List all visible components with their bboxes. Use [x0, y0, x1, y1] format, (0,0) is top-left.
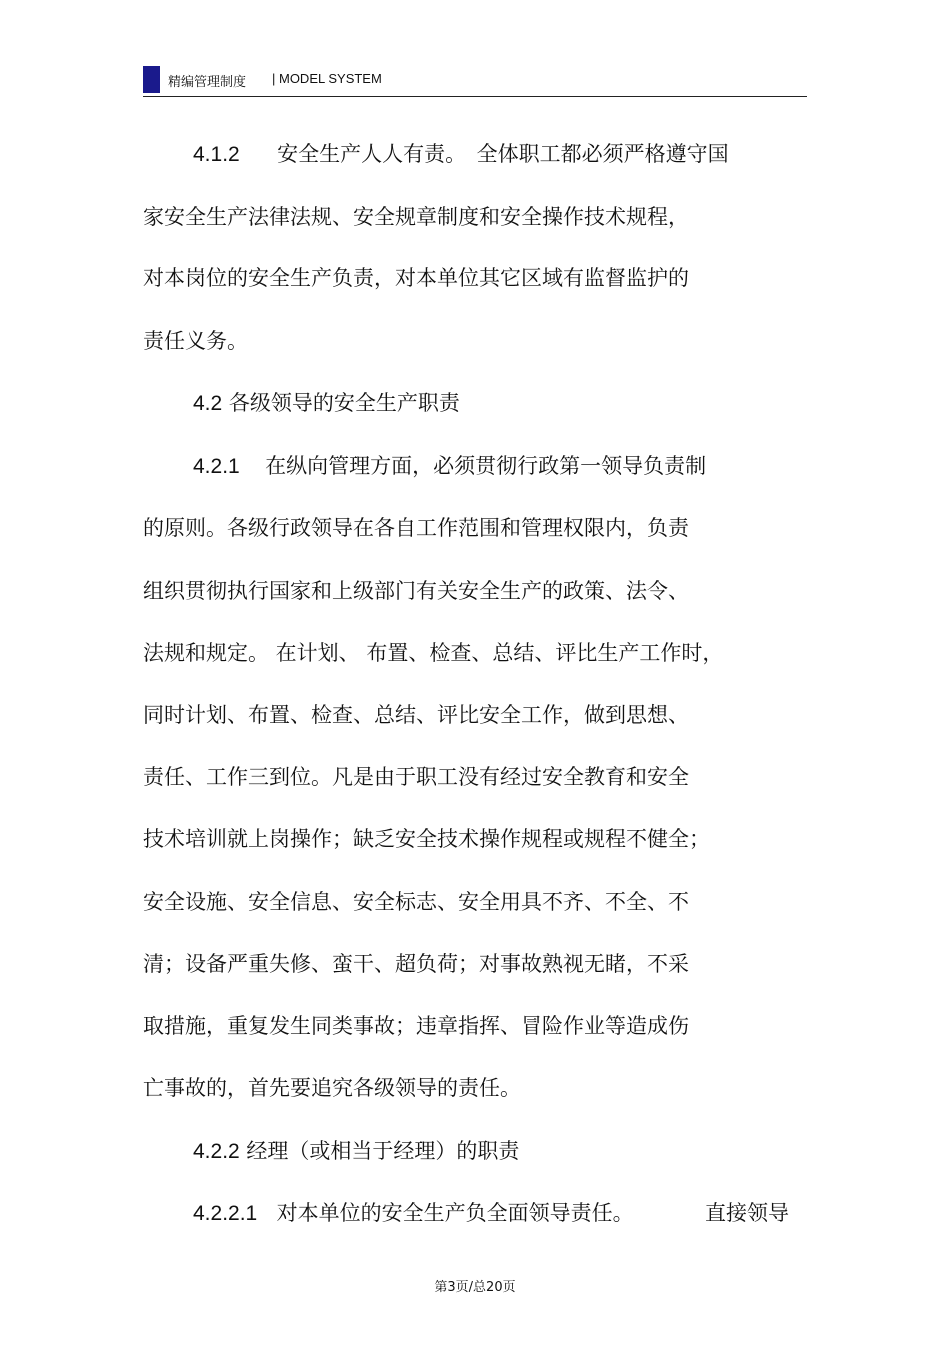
paragraph-text-tail: 直接领导	[705, 1201, 789, 1225]
header-title: 精编管理制度	[168, 75, 247, 90]
paragraph-line: 清；设备严重失修、蛮干、超负荷；对事故熟视无睹，不采	[143, 952, 689, 976]
paragraph-line: 组织贯彻执行国家和上级部门有关安全生产的政策、法令、	[143, 579, 689, 603]
paragraph-line	[193, 141, 729, 168]
paragraph-line	[193, 1200, 634, 1227]
paragraph-line: 责任义务。	[143, 329, 248, 353]
section-number: 4.1.2	[193, 143, 240, 166]
paragraph-line: 的原则。各级行政领导在各自工作范围和管理权限内，负责	[143, 516, 689, 540]
paragraph-text: 在纵向管理方面，必须贯彻行政第一领导负责制	[265, 454, 707, 478]
paragraph-text: 安全生产人人有责。 全体职工都必须严格遵守国	[277, 142, 729, 166]
section-heading-text: 各级领导的安全生产职责	[228, 391, 460, 415]
section-number: 4.2.2	[193, 1140, 240, 1163]
logo-icon	[143, 66, 160, 93]
paragraph-line: 家安全生产法律法规、安全规章制度和安全操作技术规程，	[143, 205, 689, 229]
paragraph-text: 对本单位的安全生产负全面领导责任。	[276, 1201, 634, 1225]
header-subtitle: | MODEL SYSTEM	[272, 71, 382, 86]
paragraph-line: 同时计划、布置、检查、总结、评比安全工作，做到思想、	[143, 703, 689, 727]
page-header	[143, 66, 807, 97]
paragraph-line: 责任、工作三到位。凡是由于职工没有经过安全教育和安全	[143, 765, 689, 789]
section-heading	[193, 1138, 519, 1165]
section-heading	[193, 390, 460, 417]
paragraph-line: 亡事故的，首先要追究各级领导的责任。	[143, 1076, 521, 1100]
section-heading-text: 经理（或相当于经理）的职责	[246, 1139, 520, 1163]
section-number: 4.2	[193, 392, 223, 415]
paragraph-line	[193, 453, 706, 480]
section-number: 4.2.1	[193, 455, 240, 478]
paragraph-line: 法规和规定。 在计划、 布置、检查、总结、评比生产工作时，	[143, 641, 724, 665]
paragraph-line: 对本岗位的安全生产负责，对本单位其它区域有监督监护的	[143, 266, 689, 290]
paragraph-line: 技术培训就上岗操作；缺乏安全技术操作规程或规程不健全；	[143, 827, 710, 851]
paragraph-line: 取措施，重复发生同类事故；违章指挥、冒险作业等造成伤	[143, 1014, 689, 1038]
paragraph-line: 安全设施、安全信息、安全标志、安全用具不齐、不全、不	[143, 890, 689, 914]
section-number: 4.2.2.1	[193, 1202, 258, 1225]
page-footer: 第3页/总20页	[434, 1280, 516, 1295]
